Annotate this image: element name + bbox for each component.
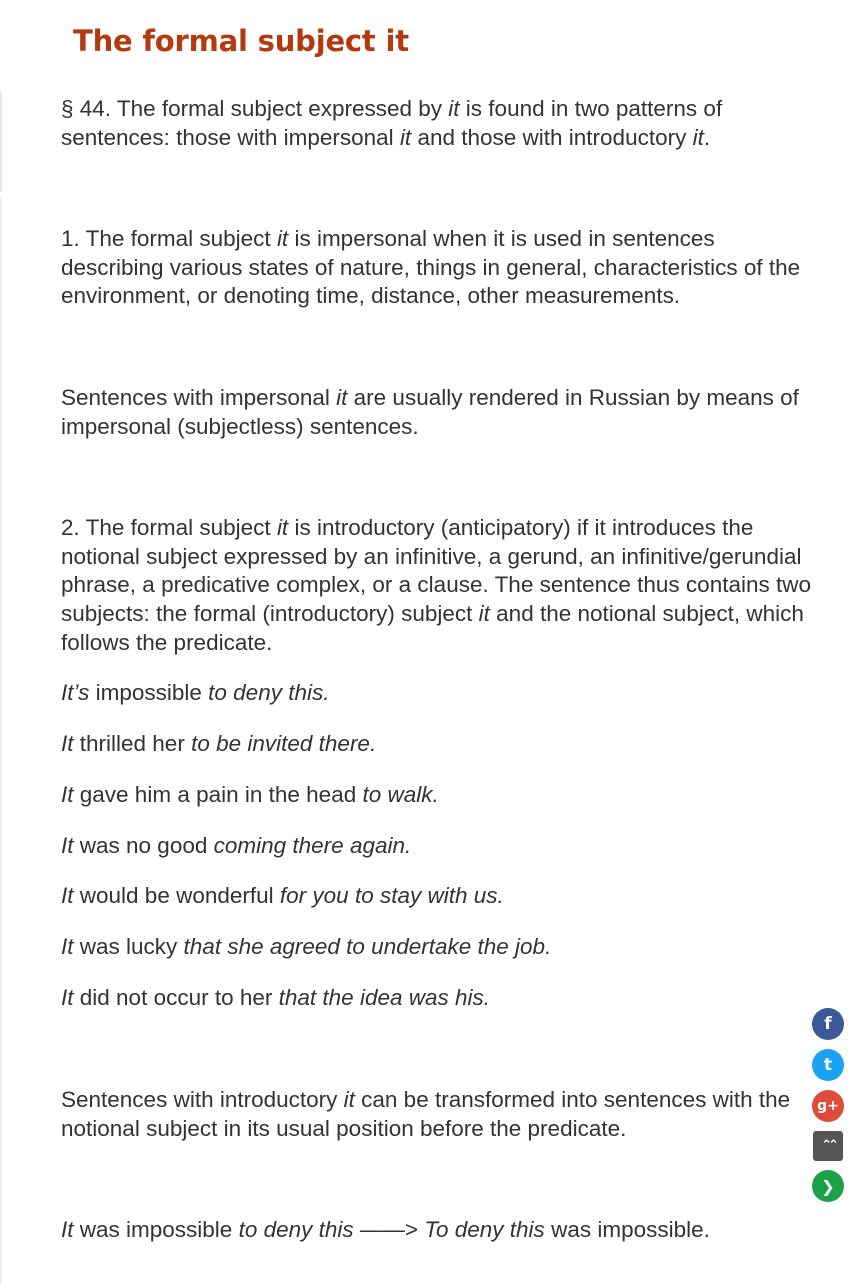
paragraph-intro: § 44. The formal subject expressed by it is found in two patterns of sentences: those with impersonal it and those with introductory it. bbox=[61, 96, 723, 150]
scroll-top-button[interactable] bbox=[813, 1131, 843, 1161]
googleplus-share-button[interactable] bbox=[812, 1090, 844, 1122]
double-chevron-up-icon: ⌃⌃ bbox=[821, 1138, 835, 1153]
twitter-share-button[interactable] bbox=[812, 1049, 844, 1081]
paragraph-impersonal: 1. The formal subject it is impersonal when it is used in sentences describing various states of nature, things in general, characteristics of the environment, or denoting time, distance, other measurements. bbox=[61, 226, 801, 309]
share-bar bbox=[812, 1008, 846, 1211]
chevron-right-icon: ❯ bbox=[821, 1176, 835, 1196]
example-transform: It was impossible to deny this ——> To deny this was impossible. bbox=[61, 1217, 710, 1242]
example-line: It would be wonderful for you to stay with us. bbox=[61, 883, 504, 908]
paragraph-introductory: 2. The formal subject it is introductory (anticipatory) if it introduces the notional subject expressed by an infinitive, a gerund, an infinitive/gerundial phrase, a predicative complex, or a clause. The sentence thus contains two subjects: the formal (introductory) subject it and the notional subject, which follows the predicate. bbox=[61, 515, 812, 655]
facebook-icon: f bbox=[824, 1014, 832, 1034]
paragraph-russian: Sentences with impersonal it are usually rendered in Russian by means of impersonal (subjectless) sentences. bbox=[61, 385, 799, 439]
example-line: It gave him a pain in the head to walk. bbox=[61, 782, 439, 807]
left-border bbox=[0, 92, 2, 192]
example-line: It thrilled her to be invited there. bbox=[61, 731, 377, 756]
twitter-icon: t bbox=[823, 1055, 833, 1075]
next-page-button[interactable] bbox=[812, 1170, 844, 1202]
example-line: It’s impossible to deny this. bbox=[61, 680, 330, 705]
example-line: It was no good coming there again. bbox=[61, 833, 412, 858]
example-line: It was lucky that she agreed to undertake the job. bbox=[61, 934, 552, 959]
page-title: The formal subject it bbox=[73, 24, 409, 58]
left-border bbox=[0, 196, 2, 1284]
googleplus-icon: g+ bbox=[817, 1098, 839, 1114]
facebook-share-button[interactable] bbox=[812, 1008, 844, 1040]
example-line: It did not occur to her that the idea was his. bbox=[61, 985, 491, 1010]
paragraph-transform: Sentences with introductory it can be transformed into sentences with the notional subject in its usual position before the predicate. bbox=[61, 1087, 791, 1141]
